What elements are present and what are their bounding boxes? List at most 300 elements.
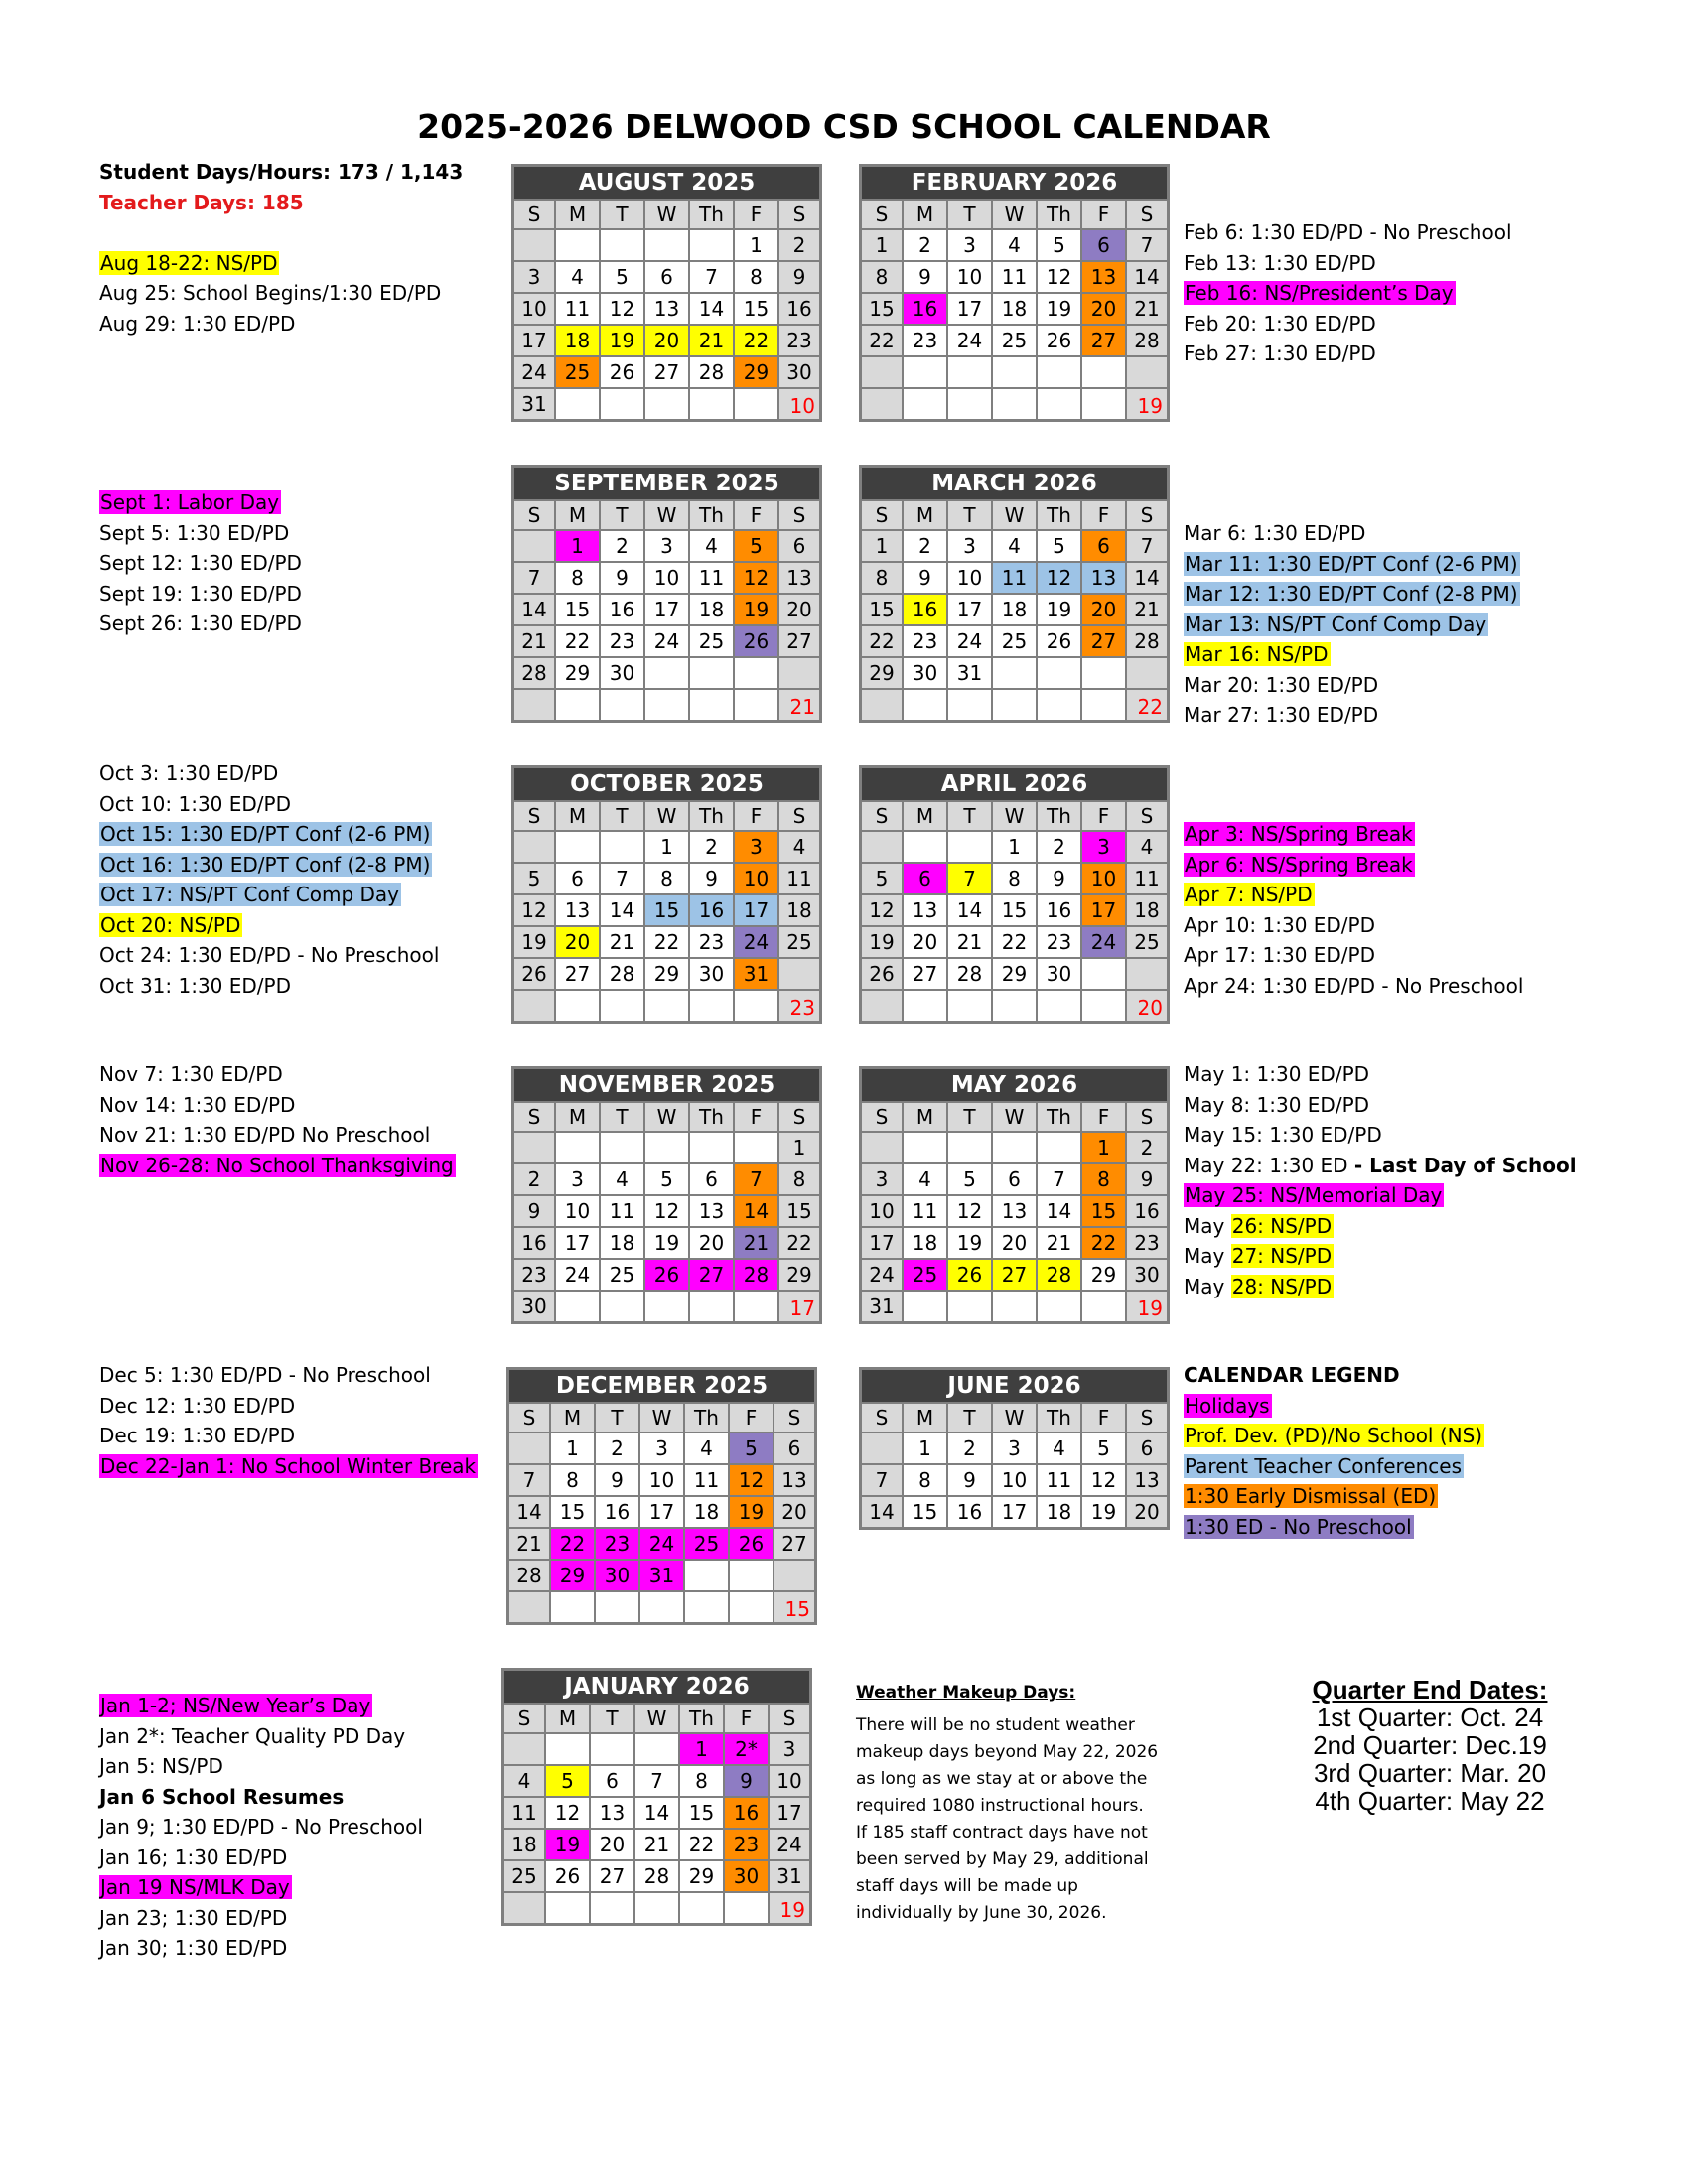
day-cell: 25 [779, 927, 819, 957]
day-cell: 8 [680, 1766, 723, 1796]
day-cell: 18 [993, 294, 1036, 324]
day-cell: 19 [514, 927, 554, 957]
day-cell: 31 [735, 959, 777, 989]
day-cell: 19 [1038, 595, 1080, 624]
weekday-header: M [904, 1404, 946, 1432]
empty-cell [685, 1592, 728, 1622]
empty-cell [551, 1592, 594, 1622]
day-cell: 8 [645, 864, 688, 893]
empty-cell [1082, 991, 1125, 1021]
weekday-header: Th [690, 1103, 733, 1131]
day-cell: 2 [514, 1164, 554, 1194]
day-cell: 6 [591, 1766, 633, 1796]
note-line: Oct 17: NS/PT Conf Comp Day [100, 883, 400, 906]
day-cell: 29 [645, 959, 688, 989]
quarter-title: Quarter End Dates: [1312, 1675, 1548, 1705]
day-cell: 3 [640, 1433, 683, 1463]
weekday-header: Th [1038, 201, 1080, 228]
note-line: May 8: 1:30 ED/PD [1184, 1092, 1370, 1117]
weekday-header: Th [1038, 1103, 1080, 1131]
note-line: Oct 31: 1:30 ED/PD [99, 973, 291, 998]
day-cell: 11 [1038, 1465, 1080, 1495]
notes-february [1184, 217, 1512, 369]
day-cell: 1 [993, 832, 1036, 862]
empty-cell [993, 1133, 1036, 1162]
weekday-header: F [1082, 201, 1125, 228]
weekday-header: S [514, 802, 554, 830]
day-cell: 30 [514, 1292, 554, 1321]
empty-cell [645, 230, 688, 260]
page-title: 2025-2026 DELWOOD CSD SCHOOL CALENDAR [417, 107, 1271, 146]
day-cell: 26 [645, 1260, 688, 1290]
empty-cell [556, 1133, 599, 1162]
note-line: Mar 27: 1:30 ED/PD [1184, 703, 1379, 727]
empty-cell [993, 389, 1036, 419]
day-cell: 16 [690, 895, 733, 925]
day-cell: 18 [690, 595, 733, 624]
day-cell: 4 [690, 531, 733, 561]
empty-cell [1038, 991, 1080, 1021]
day-cell: 4 [556, 262, 599, 292]
weekday-header: T [948, 802, 991, 830]
day-cell: 26 [1038, 326, 1080, 355]
month-title: AUGUST 2025 [514, 167, 819, 201]
note-line: Sept 12: 1:30 ED/PD [99, 551, 302, 575]
note-line: Apr 3: NS/Spring Break [1185, 822, 1413, 846]
empty-cell [948, 832, 991, 862]
day-cell: 9 [725, 1766, 768, 1796]
day-cell: 3 [1082, 832, 1125, 862]
note-line: Mar 6: 1:30 ED/PD [1184, 521, 1366, 545]
empty-cell [779, 658, 819, 688]
day-cell: 15 [556, 595, 599, 624]
month-title: NOVEMBER 2025 [514, 1069, 819, 1103]
day-cell: 19 [601, 326, 643, 355]
weekday-header: S [514, 1103, 554, 1131]
day-cell: 17 [735, 895, 777, 925]
weekday-header: S [862, 501, 902, 529]
weekday-header: F [1082, 1404, 1125, 1432]
day-cell: 25 [556, 357, 599, 387]
day-cell: 28 [509, 1561, 549, 1590]
weekday-header: F [735, 802, 777, 830]
day-cell: 27 [1082, 626, 1125, 656]
day-cell: 29 [1082, 1260, 1125, 1290]
day-cell: 4 [779, 832, 819, 862]
empty-cell [1038, 658, 1080, 688]
day-cell: 15 [862, 294, 902, 324]
empty-cell [1038, 389, 1080, 419]
day-cell: 19 [735, 595, 777, 624]
calendar-august [511, 164, 822, 422]
weather-line: makeup days beyond May 22, 2026 [856, 1742, 1159, 1762]
weekday-header: Th [690, 201, 733, 228]
weekday-header: T [601, 201, 643, 228]
empty-cell [690, 1133, 733, 1162]
weekday-header: S [514, 201, 554, 228]
empty-cell [735, 1292, 777, 1321]
day-cell: 26 [601, 357, 643, 387]
day-cell: 11 [904, 1196, 946, 1226]
empty-cell [690, 389, 733, 419]
student-day-count: 23 [779, 991, 819, 1021]
empty-cell [645, 1292, 688, 1321]
day-cell: 5 [645, 1164, 688, 1194]
empty-cell [735, 690, 777, 720]
empty-cell [591, 1734, 633, 1764]
day-cell: 24 [770, 1830, 809, 1859]
weekday-header: Th [690, 802, 733, 830]
day-cell: 27 [904, 959, 946, 989]
calendar-january [501, 1668, 812, 1926]
day-cell: 4 [904, 1164, 946, 1194]
empty-cell [685, 1561, 728, 1590]
day-cell: 13 [1127, 1465, 1167, 1495]
weekday-header: S [1127, 802, 1167, 830]
day-cell: 22 [680, 1830, 723, 1859]
weekday-header: W [645, 1103, 688, 1131]
empty-cell [862, 991, 902, 1021]
calendar-legend [1184, 1360, 1484, 1542]
weekday-header: Th [1038, 802, 1080, 830]
empty-cell [640, 1592, 683, 1622]
weekday-header: W [993, 1103, 1036, 1131]
day-cell: 1 [862, 230, 902, 260]
weekday-header: M [546, 1705, 589, 1732]
day-cell: 27 [690, 1260, 733, 1290]
day-cell: 7 [1127, 230, 1167, 260]
day-cell: 15 [551, 1497, 594, 1527]
note-line: Dec 12: 1:30 ED/PD [99, 1393, 296, 1418]
day-cell: 9 [601, 563, 643, 593]
empty-cell [601, 389, 643, 419]
day-cell: 1 [551, 1433, 594, 1463]
empty-cell [596, 1592, 638, 1622]
day-cell: 9 [1127, 1164, 1167, 1194]
day-cell: 13 [645, 294, 688, 324]
day-cell: 23 [690, 927, 733, 957]
empty-cell [862, 389, 902, 419]
weather-title: Weather Makeup Days: [856, 1683, 1076, 1703]
note-line: Nov 14: 1:30 ED/PD [99, 1092, 296, 1117]
empty-cell [862, 690, 902, 720]
day-cell: 1 [779, 1133, 819, 1162]
empty-cell [1082, 1292, 1125, 1321]
empty-cell [1038, 690, 1080, 720]
empty-cell [556, 230, 599, 260]
day-cell: 22 [993, 927, 1036, 957]
empty-cell [645, 690, 688, 720]
weekday-header: Th [680, 1705, 723, 1732]
day-cell: 6 [1082, 531, 1125, 561]
day-cell: 16 [779, 294, 819, 324]
day-cell: 11 [993, 262, 1036, 292]
day-cell: 26 [514, 959, 554, 989]
day-cell: 3 [948, 230, 991, 260]
day-cell: 21 [1127, 595, 1167, 624]
day-cell: 20 [1127, 1497, 1167, 1527]
calendar-june [859, 1367, 1170, 1530]
day-cell: 31 [514, 389, 554, 419]
note-line: Jan 5: NS/PD [99, 1754, 223, 1778]
day-cell: 3 [770, 1734, 809, 1764]
weather-line: individually by June 30, 2026. [856, 1903, 1107, 1923]
notes-november [99, 1059, 456, 1180]
day-cell: 12 [645, 1196, 688, 1226]
empty-cell [725, 1893, 768, 1923]
quarter-line: 1st Quarter: Oct. 24 [1316, 1703, 1544, 1732]
weekday-header: T [601, 1103, 643, 1131]
note-line: Mar 20: 1:30 ED/PD [1184, 672, 1379, 697]
day-cell: 14 [1127, 563, 1167, 593]
day-cell: 5 [1038, 230, 1080, 260]
day-cell: 19 [645, 1228, 688, 1258]
empty-cell [904, 832, 946, 862]
day-cell: 7 [862, 1465, 902, 1495]
empty-cell [1082, 389, 1125, 419]
note-line: Nov 7: 1:30 ED/PD [99, 1062, 283, 1086]
empty-cell [546, 1893, 589, 1923]
day-cell: 5 [735, 531, 777, 561]
note-line: Mar 11: 1:30 ED/PT Conf (2-6 PM) [1185, 551, 1518, 576]
note-line: Oct 16: 1:30 ED/PT Conf (2-8 PM) [100, 852, 431, 877]
note-line: Sept 26: 1:30 ED/PD [99, 612, 302, 635]
day-cell: 14 [601, 895, 643, 925]
day-cell: 17 [862, 1228, 902, 1258]
day-cell: 12 [514, 895, 554, 925]
day-cell: 12 [1038, 563, 1080, 593]
empty-cell [948, 1133, 991, 1162]
day-cell: 10 [862, 1196, 902, 1226]
weekday-header: M [904, 501, 946, 529]
day-cell: 22 [862, 626, 902, 656]
day-cell: 3 [948, 531, 991, 561]
day-cell: 23 [1127, 1228, 1167, 1258]
day-cell: 12 [546, 1798, 589, 1828]
day-cell: 26 [862, 959, 902, 989]
empty-cell [735, 1133, 777, 1162]
note-line: Nov 26-28: No School Thanksgiving [100, 1153, 454, 1177]
day-cell: 20 [774, 1497, 814, 1527]
month-title: FEBRUARY 2026 [862, 167, 1167, 201]
empty-cell [1082, 357, 1125, 387]
note-line: Jan 9; 1:30 ED/PD - No Preschool [99, 1815, 423, 1839]
day-cell: 4 [993, 531, 1036, 561]
day-cell: 15 [735, 294, 777, 324]
day-cell: 26 [546, 1861, 589, 1891]
day-cell: 16 [904, 294, 946, 324]
empty-cell [904, 357, 946, 387]
day-cell: 17 [514, 326, 554, 355]
day-cell: 13 [1082, 563, 1125, 593]
day-cell: 18 [779, 895, 819, 925]
note-line [99, 217, 463, 248]
empty-cell [635, 1734, 678, 1764]
day-cell: 29 [680, 1861, 723, 1891]
day-cell: 10 [556, 1196, 599, 1226]
empty-cell [556, 832, 599, 862]
day-cell: 20 [993, 1228, 1036, 1258]
month-title: MARCH 2026 [862, 468, 1167, 501]
day-cell: 7 [509, 1465, 549, 1495]
day-cell: 10 [948, 262, 991, 292]
day-cell: 23 [596, 1529, 638, 1559]
day-cell: 19 [862, 927, 902, 957]
day-cell: 10 [948, 563, 991, 593]
empty-cell [862, 357, 902, 387]
day-cell: 17 [556, 1228, 599, 1258]
day-cell: 12 [601, 294, 643, 324]
day-cell: 26 [1038, 626, 1080, 656]
day-cell: 25 [504, 1861, 544, 1891]
day-cell: 8 [1082, 1164, 1125, 1194]
weekday-header: W [993, 1404, 1036, 1432]
weekday-header: F [1082, 1103, 1125, 1131]
day-cell: 5 [730, 1433, 773, 1463]
day-cell: 27 [1082, 326, 1125, 355]
weekday-header: S [779, 501, 819, 529]
empty-cell [1127, 658, 1167, 688]
day-cell: 30 [690, 959, 733, 989]
weekday-header: W [635, 1705, 678, 1732]
weekday-header: W [993, 201, 1036, 228]
empty-cell [514, 690, 554, 720]
empty-cell [862, 1433, 902, 1463]
day-cell: 28 [635, 1861, 678, 1891]
weather-line: required 1080 instructional hours. [856, 1796, 1144, 1816]
calendar-april [859, 765, 1170, 1024]
calendar-november [511, 1066, 822, 1324]
day-cell: 22 [556, 626, 599, 656]
note-line: Mar 12: 1:30 ED/PT Conf (2-8 PM) [1185, 582, 1518, 606]
day-cell: 16 [596, 1497, 638, 1527]
empty-cell [1127, 959, 1167, 989]
day-cell: 6 [779, 531, 819, 561]
weekday-header: F [1082, 802, 1125, 830]
note-line: Oct 24: 1:30 ED/PD - No Preschool [99, 943, 440, 967]
day-cell: 21 [948, 927, 991, 957]
student-day-count: 21 [779, 690, 819, 720]
empty-cell [993, 357, 1036, 387]
day-cell: 7 [1038, 1164, 1080, 1194]
day-cell: 23 [779, 326, 819, 355]
empty-cell [993, 1292, 1036, 1321]
weekday-header: T [591, 1705, 633, 1732]
empty-cell [514, 832, 554, 862]
weekday-header: S [1127, 501, 1167, 529]
note-line: May 28: NS/PD [1184, 1274, 1333, 1298]
day-cell: 28 [1038, 1260, 1080, 1290]
note-line: Student Days/Hours: 173 / 1,143 [99, 160, 464, 184]
note-line: Apr 7: NS/PD [1185, 883, 1313, 906]
note-line: Jan 19 NS/MLK Day [100, 1875, 290, 1899]
day-cell: 29 [556, 658, 599, 688]
note-line: Mar 13: NS/PT Conf Comp Day [1185, 612, 1487, 636]
day-cell: 2 [1038, 832, 1080, 862]
note-line: Jan 16; 1:30 ED/PD [99, 1844, 288, 1869]
day-cell: 30 [1038, 959, 1080, 989]
day-cell: 13 [690, 1196, 733, 1226]
day-cell: 17 [645, 595, 688, 624]
day-cell: 4 [1127, 832, 1167, 862]
day-cell: 28 [1127, 626, 1167, 656]
day-cell: 8 [551, 1465, 594, 1495]
weekday-header: S [509, 1404, 549, 1432]
empty-cell [1038, 1133, 1080, 1162]
day-cell: 5 [1082, 1433, 1125, 1463]
weekday-header: S [862, 802, 902, 830]
day-cell: 6 [1127, 1433, 1167, 1463]
day-cell: 14 [514, 595, 554, 624]
day-cell: 15 [993, 895, 1036, 925]
day-cell: 10 [645, 563, 688, 593]
note-line: Jan 30; 1:30 ED/PD [99, 1936, 288, 1960]
note-line: May 22: 1:30 ED - Last Day of School [1184, 1153, 1577, 1177]
day-cell: 19 [730, 1497, 773, 1527]
day-cell: 14 [735, 1196, 777, 1226]
empty-cell [904, 1292, 946, 1321]
day-cell: 19 [1082, 1497, 1125, 1527]
empty-cell [904, 389, 946, 419]
day-cell: 12 [862, 895, 902, 925]
weekday-header: F [1082, 501, 1125, 529]
day-cell: 14 [690, 294, 733, 324]
day-cell: 18 [1038, 1497, 1080, 1527]
day-cell: 18 [1127, 895, 1167, 925]
month-title: DECEMBER 2025 [509, 1370, 814, 1404]
day-cell: 20 [779, 595, 819, 624]
day-cell: 20 [904, 927, 946, 957]
day-cell: 24 [1082, 927, 1125, 957]
day-cell: 5 [1038, 531, 1080, 561]
empty-cell [948, 389, 991, 419]
empty-cell [948, 1292, 991, 1321]
empty-cell [556, 389, 599, 419]
weekday-header: S [1127, 1103, 1167, 1131]
empty-cell [690, 230, 733, 260]
day-cell: 7 [1127, 531, 1167, 561]
day-cell: 27 [645, 357, 688, 387]
empty-cell [645, 389, 688, 419]
notes-march [1184, 518, 1520, 731]
day-cell: 9 [779, 262, 819, 292]
day-cell: 24 [514, 357, 554, 387]
day-cell: 3 [514, 262, 554, 292]
note-line: Oct 10: 1:30 ED/PD [99, 791, 291, 816]
day-cell: 1 [1082, 1133, 1125, 1162]
month-title: OCTOBER 2025 [514, 768, 819, 802]
weekday-header: S [770, 1705, 809, 1732]
day-cell: 27 [556, 959, 599, 989]
day-cell: 26 [948, 1260, 991, 1290]
student-day-count: 10 [779, 389, 819, 419]
day-cell: 15 [904, 1497, 946, 1527]
weather-line: If 185 staff contract days have not [856, 1823, 1148, 1843]
note-line: Nov 21: 1:30 ED/PD No Preschool [99, 1123, 431, 1147]
day-cell: 13 [556, 895, 599, 925]
weekday-header: W [645, 802, 688, 830]
note-line: Dec 5: 1:30 ED/PD - No Preschool [99, 1363, 431, 1387]
day-cell: 2 [904, 230, 946, 260]
empty-cell [645, 658, 688, 688]
day-cell: 30 [601, 658, 643, 688]
weekday-header: W [993, 802, 1036, 830]
day-cell: 12 [1082, 1465, 1125, 1495]
day-cell: 20 [645, 326, 688, 355]
day-cell: 24 [645, 626, 688, 656]
day-cell: 24 [948, 626, 991, 656]
day-cell: 30 [1127, 1260, 1167, 1290]
